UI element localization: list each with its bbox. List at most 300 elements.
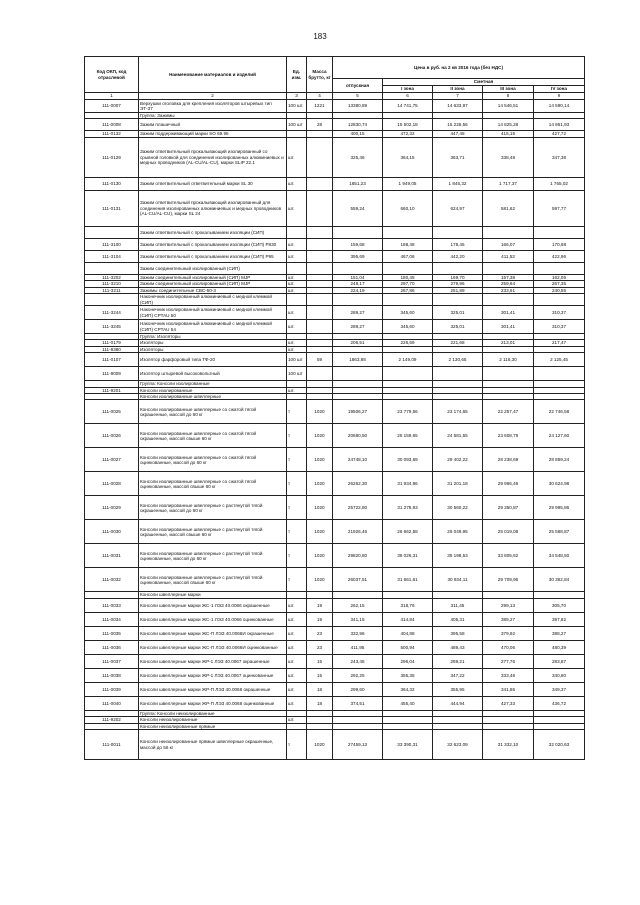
- row-price-zone-2: 2 130,65: [433, 353, 483, 367]
- row-price-zone-3: 277,76: [483, 654, 534, 668]
- row-price-zone-4: [534, 262, 585, 274]
- row-mass: [307, 250, 333, 262]
- table-row: [85, 682, 585, 696]
- row-code: 111-0179: [85, 340, 139, 346]
- row-name: Консоли швеллерные марки ЖС-П ЛЭЗ 40.0066И оцинкованные: [139, 640, 287, 654]
- row-code: 111-0132: [85, 131, 139, 137]
- row-name: Консоли изолированные швеллерные: [139, 394, 287, 400]
- table-row: [85, 190, 585, 226]
- row-price-zone-3: 389,27: [483, 612, 534, 626]
- row-name: Консоли изолированные швеллерные с растянутой тягой окрашенные, массой до 60 кг: [139, 496, 287, 520]
- row-code: 111-3245: [85, 320, 139, 334]
- row-unit: 100 шт: [287, 119, 307, 131]
- row-price-zone-3: 233,61: [483, 287, 534, 293]
- table-row: [85, 320, 585, 334]
- row-price-release: 374,51: [333, 696, 383, 710]
- row-code: 111-0131: [85, 190, 139, 226]
- row-price-zone-2: 447,48: [433, 131, 483, 137]
- row-mass: [307, 294, 333, 306]
- row-price-zone-4: 349,37: [534, 682, 585, 696]
- table-row: [85, 448, 585, 472]
- row-price-zone-1: 660,10: [383, 190, 433, 226]
- row-mass: 15: [307, 654, 333, 668]
- row-mass: [307, 306, 333, 320]
- row-price-zone-3: [483, 262, 534, 274]
- table-row: [85, 472, 585, 496]
- row-price-zone-1: 472,32: [383, 131, 433, 137]
- row-price-release: 325,46: [333, 137, 383, 177]
- row-price-zone-1: 188,48: [383, 238, 433, 250]
- row-unit: 100 шт.: [287, 100, 307, 113]
- row-price-zone-1: 345,60: [383, 306, 433, 320]
- table-row: [85, 598, 585, 612]
- row-price-release: 21926,46: [333, 520, 383, 544]
- table-row: [85, 226, 585, 238]
- row-price-zone-1: 297,70: [383, 281, 433, 287]
- column-numbers-row: [85, 93, 585, 100]
- column-number: 6: [383, 93, 433, 100]
- row-price-release: 400,15: [333, 131, 383, 137]
- page-number: 183: [313, 32, 327, 41]
- row-price-zone-4: 347,38: [534, 137, 585, 177]
- header-name: Наименование материалов и изделий: [139, 57, 287, 93]
- row-mass: 1020: [307, 424, 333, 448]
- row-price-zone-4: 1 765,02: [534, 177, 585, 190]
- row-mass: 1020: [307, 520, 333, 544]
- table-header: [85, 57, 585, 100]
- row-name: Консоли изолированные швеллерные с растянутой тягой окрашенные, массой свыше 60 кг: [139, 520, 287, 544]
- row-unit: т: [287, 496, 307, 520]
- row-price-zone-4: [534, 294, 585, 306]
- row-price-zone-3: 29 966,46: [483, 472, 534, 496]
- column-number: 1: [85, 93, 139, 100]
- row-unit: 100 шт: [287, 353, 307, 367]
- row-price-zone-4: 597,77: [534, 190, 585, 226]
- row-code: 111-3100: [85, 238, 139, 250]
- row-price-zone-3: 301,41: [483, 306, 534, 320]
- row-price-zone-3: 299,13: [483, 598, 534, 612]
- row-price-zone-2: [433, 226, 483, 238]
- table-row: [85, 696, 585, 710]
- table-row: [85, 626, 585, 640]
- row-mass: 19: [307, 612, 333, 626]
- column-number: 3: [287, 93, 307, 100]
- column-number: 9: [534, 93, 585, 100]
- row-mass: 1020: [307, 730, 333, 760]
- row-price-release: 20680,50: [333, 424, 383, 448]
- row-code: 111-9202: [85, 717, 139, 723]
- row-mass: 19: [307, 598, 333, 612]
- row-price-zone-4: 422,96: [534, 250, 585, 262]
- row-name: Группа: Консоли неизолированные: [139, 710, 287, 716]
- row-unit: шт.: [287, 682, 307, 696]
- table-body: [85, 100, 585, 760]
- row-code: [85, 262, 139, 274]
- row-name: Наконечник изолированный алюминиевый с медной клеммой (СИП): [139, 294, 287, 306]
- row-code: 111-0036: [85, 640, 139, 654]
- row-mass: 23: [307, 626, 333, 640]
- row-price-release: 25722,80: [333, 496, 383, 520]
- row-price-zone-2: [433, 294, 483, 306]
- row-code: 111-0034: [85, 612, 139, 626]
- row-mass: 1020: [307, 400, 333, 424]
- column-number: 2: [139, 93, 287, 100]
- row-price-zone-4: [534, 226, 585, 238]
- table-row: [85, 424, 585, 448]
- table-row: [85, 496, 585, 520]
- row-name: Консоли неизолированные прямые швеллерные окрашенные, массой до 56 кг: [139, 730, 287, 760]
- row-mass: 1020: [307, 544, 333, 568]
- row-name: Зажим соединительный изолированный (СИП) MJP: [139, 274, 287, 280]
- row-price-release: 29820,80: [333, 544, 383, 568]
- row-code: 111-3104: [85, 250, 139, 262]
- row-name: Зажим ответвительный прокалывающий изолированный со срывной головкой для соединения изолированных алюминиевых и медных проводников (AL-CU/AL-CU), марки SLIP 22.1: [139, 137, 287, 177]
- row-price-zone-2: 444,94: [433, 696, 483, 710]
- row-price-zone-3: 415,15: [483, 131, 534, 137]
- row-price-zone-1: 23 779,56: [383, 400, 433, 424]
- row-price-release: 559,24: [333, 190, 383, 226]
- row-unit: т: [287, 520, 307, 544]
- row-name: Зажимы соединительные СВС-50-3: [139, 287, 287, 293]
- row-unit: т: [287, 472, 307, 496]
- table-row: [85, 262, 585, 274]
- row-price-release: 24748,10: [333, 448, 383, 472]
- row-price-release: 13380,89: [333, 100, 383, 113]
- row-name: Консоли швеллерные марки ЖР-1 ЛЭЗ 40.0067 оцинкованные: [139, 668, 287, 682]
- table-row: [85, 400, 585, 424]
- row-price-zone-2: 221,68: [433, 340, 483, 346]
- row-mass: [307, 238, 333, 250]
- row-unit: шт.: [287, 137, 307, 177]
- row-unit: шт.: [287, 190, 307, 226]
- row-price-zone-4: 480,39: [534, 640, 585, 654]
- row-price-zone-1: 33 390,31: [383, 730, 433, 760]
- row-mass: 1020: [307, 496, 333, 520]
- row-unit: шт.: [287, 177, 307, 190]
- row-price-zone-2: 405,31: [433, 612, 483, 626]
- row-price-release: 332,96: [333, 626, 383, 640]
- row-unit: шт.: [287, 387, 307, 393]
- row-name: Консоли швеллерные марки: [139, 592, 287, 598]
- row-price-zone-4: 30 624,98: [534, 472, 585, 496]
- row-price-zone-1: 226,59: [383, 340, 433, 346]
- row-price-zone-4: 436,72: [534, 696, 585, 710]
- row-unit: шт.: [287, 717, 307, 723]
- row-price-release: 262,15: [333, 598, 383, 612]
- row-price-zone-3: 33 805,62: [483, 544, 534, 568]
- row-mass: 28: [307, 119, 333, 131]
- row-price-zone-3: 28 238,69: [483, 448, 534, 472]
- row-price-zone-3: 23 608,79: [483, 424, 534, 448]
- row-price-zone-1: [383, 262, 433, 274]
- row-price-zone-3: 2 116,30: [483, 353, 534, 367]
- row-unit: шт.: [287, 696, 307, 710]
- row-code: 111-0039: [85, 682, 139, 696]
- row-unit: шт.: [287, 274, 307, 280]
- row-price-release: 289,27: [333, 306, 383, 320]
- table-row: [85, 367, 585, 381]
- row-price-zone-4: 427,72: [534, 131, 585, 137]
- row-name: Зажим ответвительный ответвительный марки SL 30: [139, 177, 287, 190]
- row-unit: шт.: [287, 306, 307, 320]
- table-row: [85, 640, 585, 654]
- row-price-zone-2: [433, 367, 483, 381]
- row-price-release: 27459,13: [333, 730, 383, 760]
- row-price-zone-3: 470,06: [483, 640, 534, 654]
- row-name: Консоли швеллерные марки ЖС-П ЛЭЗ 40.0066И окрашенные: [139, 626, 287, 640]
- row-price-zone-1: 414,84: [383, 612, 433, 626]
- row-price-zone-2: 169,70: [433, 274, 483, 280]
- row-code: 111-0129: [85, 137, 139, 177]
- table-row: [85, 520, 585, 544]
- row-mass: [307, 177, 333, 190]
- table-row: [85, 544, 585, 568]
- row-unit: шт.: [287, 598, 307, 612]
- row-name: Зажим соединительный изолированный (СИП): [139, 262, 287, 274]
- row-price-release: 299,60: [333, 682, 383, 696]
- row-name: Зажим ответвительный с прокалыванием изоляции (СИП) Р95: [139, 250, 287, 262]
- row-price-zone-4: 397,82: [534, 612, 585, 626]
- row-code: 111-0032: [85, 568, 139, 592]
- row-price-zone-3: 22 257,47: [483, 400, 534, 424]
- row-price-zone-1: 355,35: [383, 668, 433, 682]
- row-price-zone-3: [483, 226, 534, 238]
- row-price-zone-1: 36 026,31: [383, 544, 433, 568]
- row-price-zone-2: 289,21: [433, 654, 483, 668]
- row-name: Консоли неизолированные прямые: [139, 723, 287, 729]
- row-price-zone-3: 1 717,37: [483, 177, 534, 190]
- row-unit: [287, 262, 307, 274]
- row-price-zone-1: 2 149,09: [383, 353, 433, 367]
- row-code: 111-0030: [85, 520, 139, 544]
- table-row: [85, 100, 585, 113]
- row-price-zone-2: 363,71: [433, 137, 483, 177]
- row-price-zone-1: 455,40: [383, 696, 433, 710]
- row-code: 111-3202: [85, 274, 139, 280]
- row-name: Консоли изолированные швеллерные со сжатой тягой окрашенные, массой до 60 кг: [139, 400, 287, 424]
- row-unit: шт.: [287, 612, 307, 626]
- row-name: Зажим ответвительный с прокалыванием изоляции (СИП) Р830: [139, 238, 287, 250]
- row-unit: шт.: [287, 626, 307, 640]
- table-row: [85, 119, 585, 131]
- header-release-price: отпускная: [333, 79, 383, 93]
- row-price-zone-4: 32 020,63: [534, 730, 585, 760]
- header-price-group: Цена в руб. на 2 кв 2016 года (без НДС): [333, 57, 585, 79]
- row-code: 111-0040: [85, 696, 139, 710]
- row-price-zone-4: 267,35: [534, 281, 585, 287]
- price-table: [84, 56, 585, 760]
- row-price-zone-4: 34 548,50: [534, 544, 585, 568]
- row-price-release: [333, 294, 383, 306]
- row-mass: 18: [307, 696, 333, 710]
- table-row: [85, 568, 585, 592]
- row-price-zone-1: 180,45: [383, 274, 433, 280]
- row-price-release: 224,19: [333, 287, 383, 293]
- row-price-zone-2: 30 934,11: [433, 568, 483, 592]
- row-price-zone-3: 581,62: [483, 190, 534, 226]
- row-price-zone-3: 341,86: [483, 682, 534, 696]
- row-unit: [287, 226, 307, 238]
- header-estimate: Сметная: [383, 79, 585, 86]
- row-mass: [307, 190, 333, 226]
- row-name: Консоли швеллерные марки ЖС-1 ЛЭЗ 40.0066 окрашенные: [139, 598, 287, 612]
- row-unit: [287, 294, 307, 306]
- table-row: [85, 238, 585, 250]
- column-number: 5: [333, 93, 383, 100]
- row-price-zone-2: 178,45: [433, 238, 483, 250]
- row-price-zone-1: 25 159,65: [383, 424, 433, 448]
- row-price-zone-4: 24 127,60: [534, 424, 585, 448]
- table-row: [85, 306, 585, 320]
- row-code: 111-9009: [85, 367, 139, 381]
- row-price-zone-3: 301,41: [483, 320, 534, 334]
- row-code: 111-0008: [85, 119, 139, 131]
- row-price-zone-1: [383, 367, 433, 381]
- row-name: Группа: Изоляторы: [139, 334, 287, 340]
- row-price-release: 26037,51: [333, 568, 383, 592]
- row-price-zone-3: 14 825,28: [483, 119, 534, 131]
- row-price-release: 243,45: [333, 654, 383, 668]
- row-price-zone-4: 310,37: [534, 306, 585, 320]
- row-price-zone-4: 28 859,24: [534, 448, 585, 472]
- row-price-release: 289,27: [333, 320, 383, 334]
- header-zone-2: II зона: [433, 86, 483, 93]
- row-name: Консоли швеллерные марки ЖС-1 ЛЭЗ 40.0066 оцинкованные: [139, 612, 287, 626]
- row-price-zone-4: 22 746,58: [534, 400, 585, 424]
- column-number: 7: [433, 93, 483, 100]
- row-price-zone-3: 338,48: [483, 137, 534, 177]
- row-name: Зажим ответвительный с прокалыванием изоляции (СИП): [139, 226, 287, 238]
- row-price-zone-1: 31 934,96: [383, 472, 433, 496]
- row-price-zone-2: 15 226,56: [433, 119, 483, 131]
- row-price-zone-3: 25 019,08: [483, 520, 534, 544]
- row-name: Консоли швеллерные марки ЖР-П ЛЭЗ 40.0068 окрашенные: [139, 682, 287, 696]
- row-price-zone-2: 325,01: [433, 306, 483, 320]
- row-price-zone-2: 395,58: [433, 626, 483, 640]
- row-unit: шт.: [287, 281, 307, 287]
- row-price-zone-1: 404,88: [383, 626, 433, 640]
- row-name: Зажим плашечный: [139, 119, 287, 131]
- header-zone-1: I зона: [383, 86, 433, 93]
- table-row: [85, 250, 585, 262]
- row-price-zone-2: 442,20: [433, 250, 483, 262]
- row-price-zone-3: 333,48: [483, 668, 534, 682]
- row-price-zone-3: 259,64: [483, 281, 534, 287]
- row-name: Наконечник изолированный алюминиевый с медной клеммой (СИП) CPTAU 54: [139, 320, 287, 334]
- row-price-zone-1: 296,04: [383, 654, 433, 668]
- row-code: 111-0027: [85, 448, 139, 472]
- row-unit: шт.: [287, 654, 307, 668]
- row-unit: 100 шт: [287, 367, 307, 381]
- column-number: 4: [307, 93, 333, 100]
- row-price-zone-1: [383, 294, 433, 306]
- row-price-zone-4: 162,05: [534, 274, 585, 280]
- row-name: Консоли неизолированные: [139, 717, 287, 723]
- row-unit: шт.: [287, 668, 307, 682]
- row-mass: 1020: [307, 472, 333, 496]
- table-row: [85, 612, 585, 626]
- row-price-release: 19506,27: [333, 400, 383, 424]
- row-mass: [307, 320, 333, 334]
- row-price-zone-1: 267,86: [383, 287, 433, 293]
- row-price-zone-1: 318,76: [383, 598, 433, 612]
- row-price-release: 1651,23: [333, 177, 383, 190]
- row-code: 111-0035: [85, 626, 139, 640]
- row-code: 111-0037: [85, 654, 139, 668]
- row-price-zone-4: 310,37: [534, 320, 585, 334]
- row-code: 111-9201: [85, 387, 139, 393]
- row-name: Консоли изолированные: [139, 387, 287, 393]
- row-name: Изолятор фарфоровый типа ТФ-20: [139, 353, 287, 367]
- row-price-zone-1: 467,06: [383, 250, 433, 262]
- row-unit: шт.: [287, 340, 307, 346]
- row-unit: т: [287, 400, 307, 424]
- row-name: Консоли изолированные швеллерные со сжатой тягой окрашенные, массой свыше 60 кг: [139, 424, 287, 448]
- row-mass: [307, 367, 333, 381]
- row-unit: т: [287, 568, 307, 592]
- row-mass: [307, 226, 333, 238]
- row-price-zone-1: 14 741,75: [383, 100, 433, 113]
- row-unit: т: [287, 424, 307, 448]
- row-price-zone-3: [483, 294, 534, 306]
- row-name: Зажим соединительный изолированный (СИП) MJP: [139, 281, 287, 287]
- row-price-zone-2: 14 633,97: [433, 100, 483, 113]
- row-code: 111-0029: [85, 496, 139, 520]
- row-price-zone-1: 345,60: [383, 320, 433, 334]
- row-name: Изоляторы: [139, 346, 287, 352]
- row-price-zone-4: 14 590,14: [534, 100, 585, 113]
- row-price-zone-4: 2 125,45: [534, 353, 585, 367]
- row-name: Консоли изолированные швеллерные со сжатой тягой оцинкованные, массой до 60 кг: [139, 448, 287, 472]
- row-price-zone-4: [534, 367, 585, 381]
- row-price-zone-3: 14 546,51: [483, 100, 534, 113]
- row-price-zone-3: 157,38: [483, 274, 534, 280]
- row-code: [85, 294, 139, 306]
- row-price-zone-4: 29 995,86: [534, 496, 585, 520]
- row-price-zone-3: 29 709,96: [483, 568, 534, 592]
- row-name: Консоли изолированные швеллерные с растянутой тягой оцинкованные, массой до 60 кг: [139, 544, 287, 568]
- row-price-zone-2: 29 402,22: [433, 448, 483, 472]
- row-code: [85, 226, 139, 238]
- row-price-zone-3: 31 332,10: [483, 730, 534, 760]
- table-row: [85, 730, 585, 760]
- row-price-zone-2: 311,45: [433, 598, 483, 612]
- header-zone-3: III зона: [483, 86, 534, 93]
- row-mass: 1221: [307, 100, 333, 113]
- row-price-zone-2: 35 198,53: [433, 544, 483, 568]
- row-unit: т: [287, 448, 307, 472]
- row-mass: 59: [307, 353, 333, 367]
- row-price-zone-1: 31 661,61: [383, 568, 433, 592]
- row-price-zone-4: 170,68: [534, 238, 585, 250]
- row-price-release: 159,68: [333, 238, 383, 250]
- row-code: 111-3210: [85, 281, 139, 287]
- row-price-release: 411,95: [333, 640, 383, 654]
- row-price-zone-4: 25 568,87: [534, 520, 585, 544]
- row-price-zone-1: 26 662,58: [383, 520, 433, 544]
- row-code: 111-0031: [85, 544, 139, 568]
- row-price-zone-2: 26 049,95: [433, 520, 483, 544]
- row-name: Верхушки оголовка для крепления изоляторов штыревых тип ЭТ-37: [139, 100, 287, 113]
- row-price-release: 206,51: [333, 340, 383, 346]
- row-code: 111-0130: [85, 177, 139, 190]
- row-price-zone-1: 31 278,93: [383, 496, 433, 520]
- row-name: Консоли швеллерные марки ЖР-1 ЛЭЗ 40.0067 окрашенные: [139, 654, 287, 668]
- row-unit: шт.: [287, 640, 307, 654]
- row-price-zone-2: 624,97: [433, 190, 483, 226]
- row-price-zone-3: 379,92: [483, 626, 534, 640]
- row-price-zone-2: 251,89: [433, 287, 483, 293]
